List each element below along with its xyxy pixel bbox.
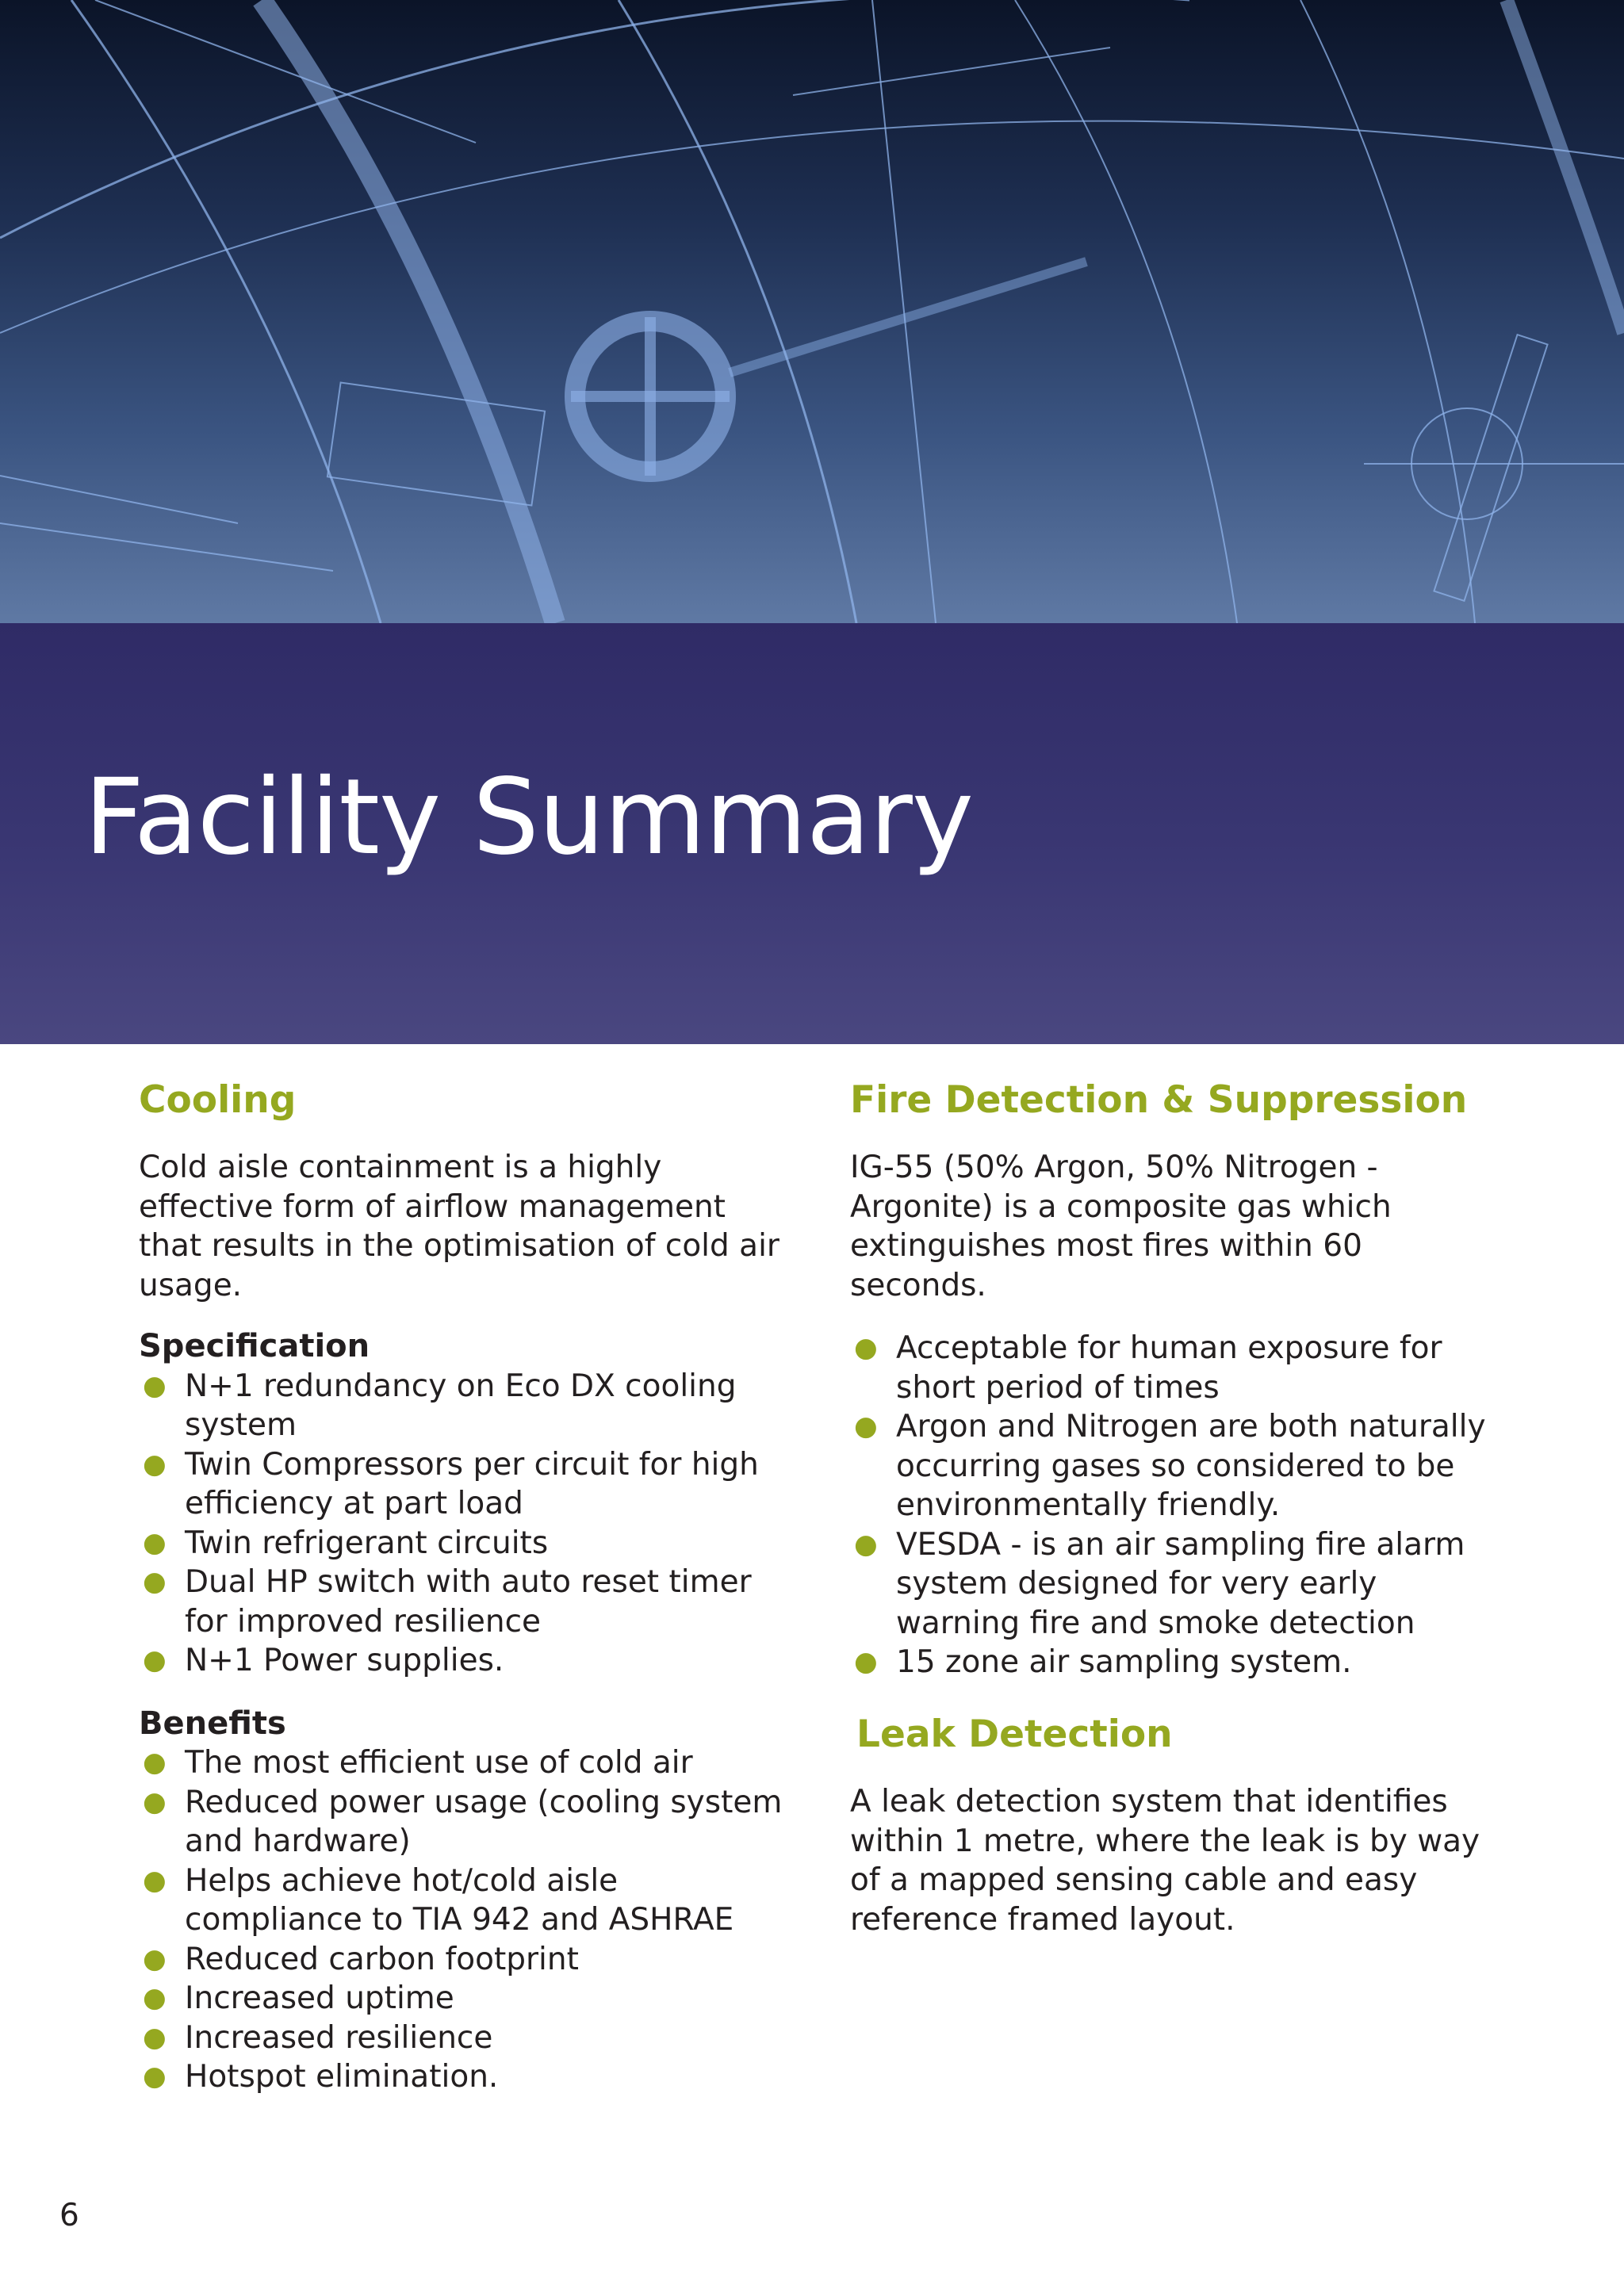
fire-heading: Fire Detection & Suppression: [850, 1078, 1468, 1122]
benefits-heading: Benefits: [139, 1705, 286, 1742]
bullet-icon: ●: [143, 1566, 167, 1598]
list-item: ● Acceptable for human exposure for short period of times: [854, 1330, 1442, 1406]
list-item: ● Argon and Nitrogen are both naturally occurring gases so considered to be environmentally friendly.: [854, 1409, 1486, 1524]
bullet-icon: ●: [854, 1410, 878, 1443]
bullet-icon: ●: [143, 1526, 167, 1559]
bullet-icon: ●: [143, 1448, 167, 1480]
page-number: 6: [59, 2198, 79, 2233]
bullet-icon: ●: [143, 2061, 167, 2093]
bullet-icon: ●: [854, 1528, 878, 1560]
list-item: ● The most efficient use of cold air: [139, 1743, 797, 1783]
fire-list: [850, 1329, 1500, 1682]
list-item: ● Increased resilience: [139, 2019, 797, 2058]
page-title: Facility Summary: [84, 756, 974, 878]
bullet-icon: ●: [143, 1369, 167, 1402]
list-item: ● N+1 redundancy on Eco DX cooling system: [143, 1368, 737, 1444]
list-item: ● Reduced power usage (cooling system and hardware): [143, 1784, 783, 1860]
cooling-intro: Cold aisle containment is a highly effective form of airflow management that results in the optimisation of cold air usage.: [139, 1150, 779, 1303]
cooling-section: [139, 1078, 797, 2097]
cooling-heading: Cooling: [139, 1078, 297, 1122]
bullet-icon: ●: [143, 1785, 167, 1818]
list-item: ● Twin refrigerant circuits: [139, 1524, 797, 1563]
fire-section: [850, 1078, 1500, 1939]
list-item: ● Helps achieve hot/cold aisle compliance to TIA 942 and ASHRAE: [143, 1862, 734, 1938]
benefits-list: [139, 1743, 797, 2097]
bullet-icon: ●: [143, 1942, 167, 1975]
blueprint-graphic: [0, 0, 1624, 623]
list-item: ● Increased uptime: [139, 1979, 797, 2019]
header-blueprint-image: [0, 0, 1624, 623]
bullet-icon: ●: [143, 2021, 167, 2053]
list-item: ● VESDA - is an air sampling fire alarm system designed for very early warning fire and smoke detection: [854, 1526, 1465, 1641]
bullet-icon: ●: [143, 1982, 167, 2015]
fire-intro: IG-55 (50% Argon, 50% Nitrogen - Argonite) is a composite gas which extinguishes most fires within 60 seconds.: [850, 1150, 1392, 1303]
list-item: ● Twin Compressors per circuit for high efficiency at part load: [143, 1446, 759, 1522]
specification-heading: Specification: [139, 1328, 370, 1365]
leak-text: A leak detection system that identifies within 1 metre, where the leak is by way of a mapped sensing cable and easy reference framed layout.: [850, 1784, 1480, 1938]
list-item: ● Reduced carbon footprint: [139, 1940, 797, 1980]
specification-list: [139, 1367, 797, 1681]
list-item: ● Dual HP switch with auto reset timer for improved resilience: [143, 1564, 752, 1640]
leak-heading: Leak Detection: [856, 1712, 1173, 1756]
list-item: ● N+1 Power supplies.: [139, 1641, 797, 1681]
list-item: ● Hotspot elimination.: [139, 2057, 797, 2097]
bullet-icon: ●: [143, 1864, 167, 1896]
bullet-icon: ●: [854, 1646, 878, 1678]
bullet-icon: ●: [143, 1747, 167, 1779]
bullet-icon: ●: [854, 1332, 878, 1364]
list-item: ● 15 zone air sampling system.: [850, 1643, 1500, 1682]
bullet-icon: ●: [143, 1644, 167, 1677]
